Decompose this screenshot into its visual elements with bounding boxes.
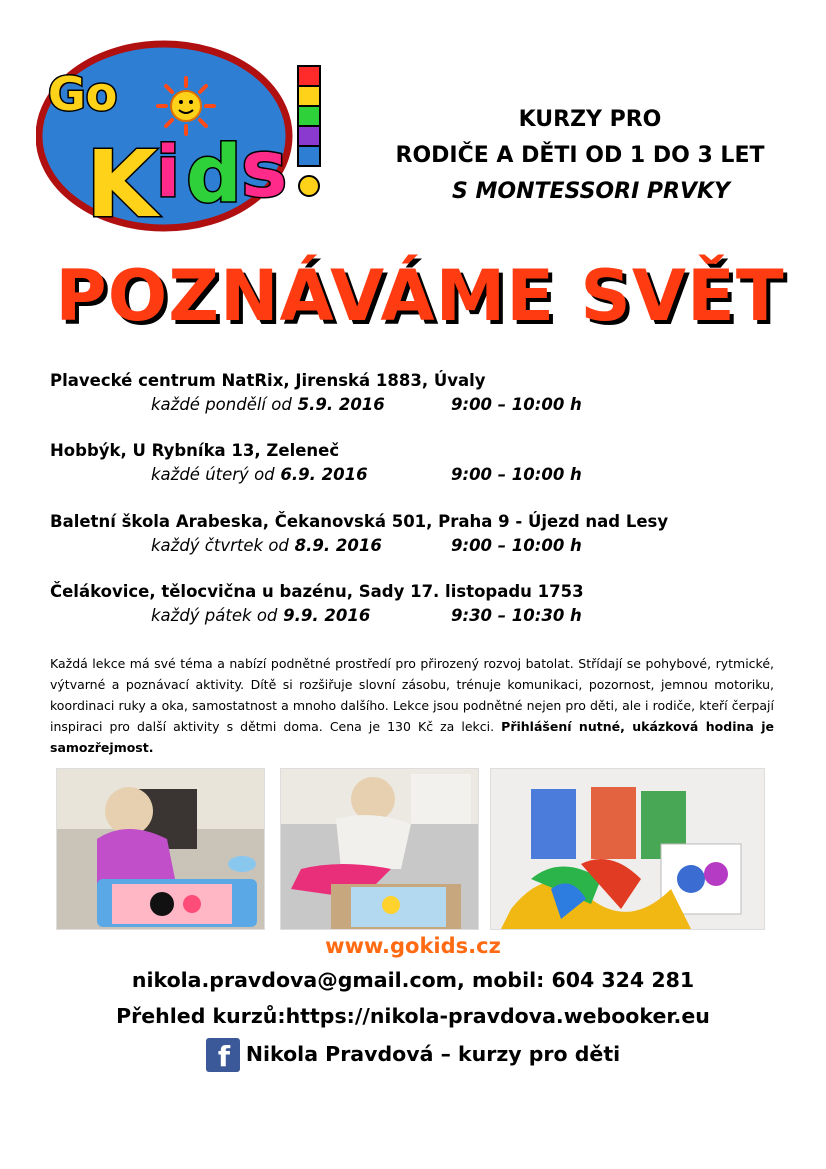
go-kids-logo: [36, 36, 336, 246]
page-title: POZNÁVÁME SVĚT: [55, 255, 785, 337]
header-line-1: KURZY PRO: [518, 107, 662, 132]
svg-text:Go: Go: [48, 67, 118, 121]
photo-colored-water: [490, 768, 765, 930]
venue-item: [50, 510, 790, 558]
svg-text:K: K: [86, 131, 158, 238]
venue-date: 9.9. 2016: [283, 606, 371, 625]
venue-name: Plavecké centrum NatRix, Jirenská 1883, Úvaly: [50, 371, 486, 390]
stripes-icon: [298, 66, 320, 196]
venue-date: 8.9. 2016: [294, 536, 382, 555]
courses-overview-link[interactable]: Přehled kurzů:https://nikola-pravdova.webooker.eu: [116, 1004, 710, 1028]
venue-day: každý čtvrtek od: [151, 536, 289, 555]
svg-text:s: s: [241, 125, 288, 215]
svg-text:i: i: [156, 131, 180, 213]
website-link[interactable]: www.gokids.cz: [325, 934, 501, 958]
venue-name: Hobbýk, U Rybníka 13, Zeleneč: [50, 441, 340, 460]
photo-child-sorting: [56, 768, 265, 930]
venue-schedule: [50, 534, 790, 558]
course-description: [50, 653, 774, 758]
description-emphasis: Přihlášení nutné, ukázková hodina je samozřejmost.: [50, 719, 774, 755]
contact-info: nikola.pravdova@gmail.com, mobil: 604 324 281: [131, 968, 695, 992]
venue-time: 9:00 – 10:00 h: [451, 395, 582, 414]
venue-schedule: [50, 393, 790, 417]
venue-name: Čelákovice, tělocvična u bazénu, Sady 17. listopadu 1753: [50, 582, 584, 601]
facebook-page-name: Nikola Pravdová – kurzy pro děti: [245, 1042, 621, 1066]
venue-time: 9:30 – 10:30 h: [451, 606, 582, 625]
sun-icon: [158, 78, 214, 134]
description-text: Každá lekce má své téma a nabízí podnětné prostředí pro přirozený rozvoj batolat. Střídají se pohybové, rytmické, výtvarné a poznávací aktivity. Dítě si rozšiřuje slovní zásobu, trénuje komunikaci, pozornost, jemnou motoriku, koordinaci ruky a oka, samostatnost a mnoho dalšího. Lekce jsou podnětné nejen pro děti, ale i rodiče, kteří čerpají inspiraci pro další aktivity s dětmi doma. Cena je 130 Kč za lekci.: [50, 656, 774, 734]
venue-time: 9:00 – 10:00 h: [451, 536, 582, 555]
course-header: [340, 102, 820, 210]
venue-schedule: [50, 604, 790, 628]
venue-item: [50, 439, 790, 487]
header-line-2: RODIČE A DĚTI OD 1 DO 3 LET: [395, 143, 765, 168]
header-line-3: S MONTESSORI PRVKY: [451, 179, 730, 204]
venue-item: [50, 369, 790, 417]
venue-date: 6.9. 2016: [280, 465, 368, 484]
facebook-link[interactable]: [0, 1038, 826, 1072]
venue-item: [50, 580, 790, 628]
photo-child-drawing: [280, 768, 479, 930]
venue-day: každé úterý od: [151, 465, 275, 484]
venue-date: 5.9. 2016: [297, 395, 385, 414]
svg-text:d: d: [186, 130, 242, 220]
facebook-icon: f: [206, 1038, 240, 1072]
venue-time: 9:00 – 10:00 h: [451, 465, 582, 484]
venue-day: každý pátek od: [151, 606, 278, 625]
venue-schedule: [50, 463, 790, 487]
venue-name: Baletní škola Arabeska, Čekanovská 501, Praha 9 - Újezd nad Lesy: [50, 512, 669, 531]
venue-day: každé pondělí od: [151, 395, 292, 414]
